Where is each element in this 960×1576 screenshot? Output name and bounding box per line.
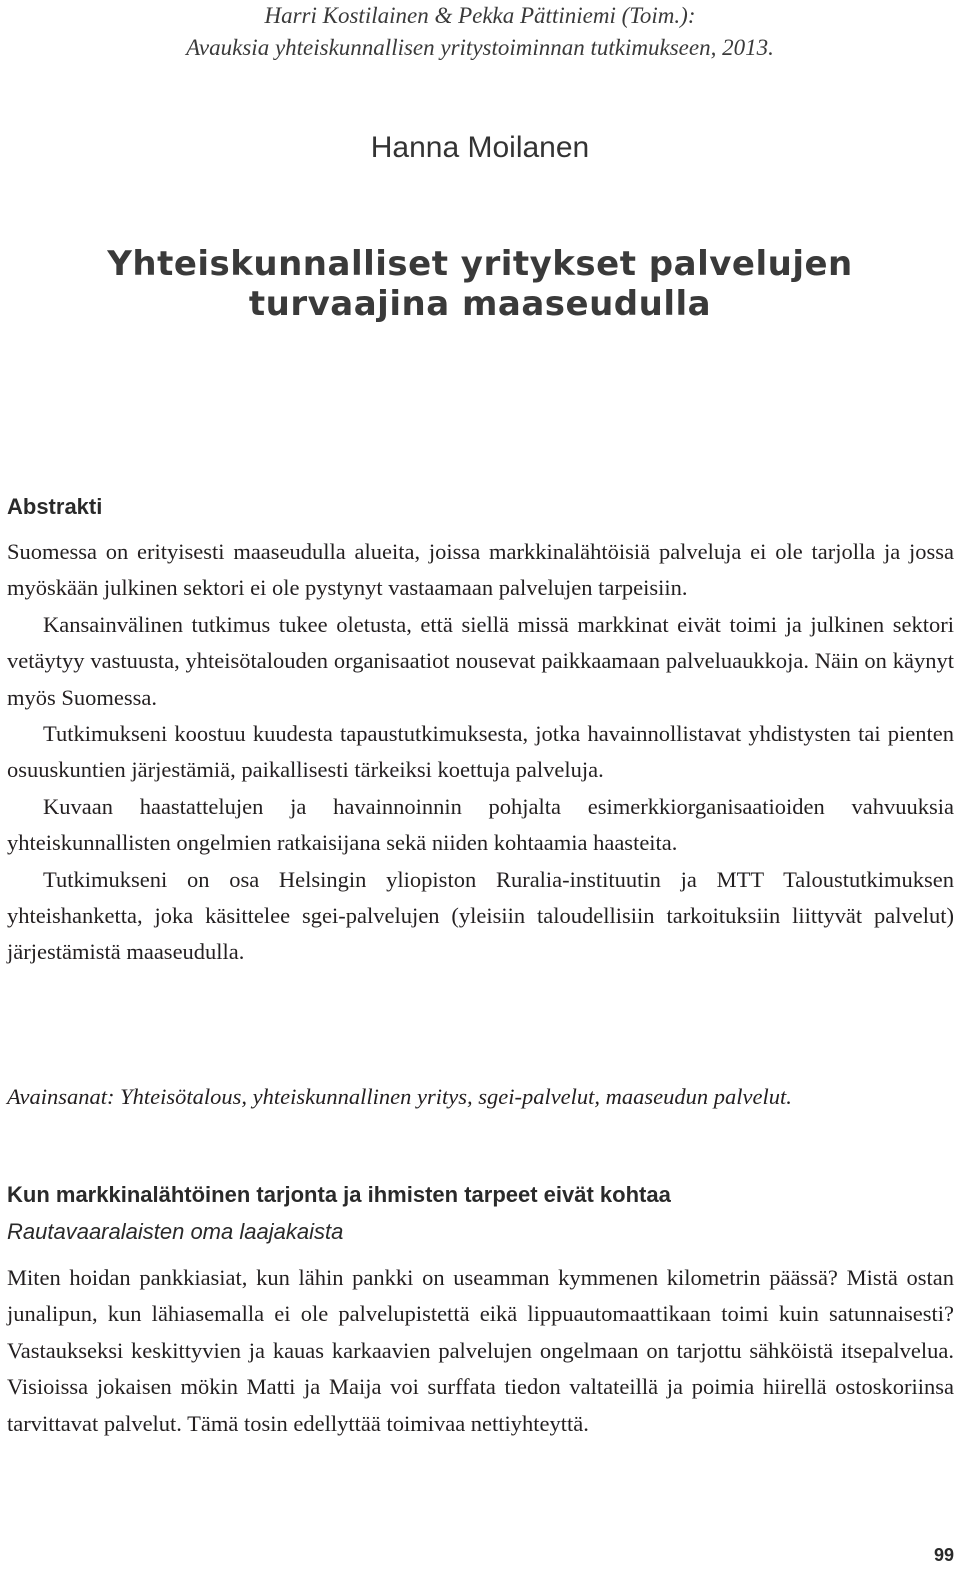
keywords: Avainsanat: Yhteisötalous, yhteiskunnallinen yritys, sgei-palvelut, maaseudun palvelut. — [7, 1084, 792, 1109]
section-paragraph: Miten hoidan pankkiasiat, kun lähin pankki on useamman kymmenen kilometrin päässä? Mistä ostan junalipun, kun lähiasemalla ei ole palvelupistettä eikä lippuautomaattikaan toimi kuin satunnaisesti? Vastaukseksi keskittyvien ja kauas karkaavien palvelujen ongelmaan on tarjottu sähköistä itsepalvelua. Visioissa jokaisen mökin Matti ja Maija voi surffata tiedon valtateillä ja poimia hiirellä ostoskoriinsa tarvittavat palvelut. Tämä tosin edellyttää toimivaa nettiyhteyttä. — [7, 1265, 954, 1436]
abstract-heading: Abstrakti — [7, 494, 103, 519]
abstract-paragraph: Tutkimukseni on osa Helsingin yliopiston Ruralia-instituutin ja MTT Taloustutkimuksen yhteishanketta, joka käsittelee sgei-palvelujen (yleisiin taloudellisiin tarkoituksiin liittyvät palvelut) järjestämistä maaseudulla. — [7, 866, 954, 965]
section-body — [7, 1260, 954, 1442]
section-subheading: Rautavaaralaisten oma laajakaista — [7, 1219, 344, 1244]
abstract-paragraph: Kuvaan haastattelujen ja havainnoinnin pohjalta esimerkkiorganisaatioiden vahvuuksia yhteiskunnallisten ongelmien ratkaisijana sekä niiden kohtaamia haasteita. — [7, 793, 954, 856]
article-title — [0, 244, 960, 324]
abstract-paragraph: Tutkimukseni koostuu kuudesta tapaustutkimuksesta, jotka havainnollistavat yhdistysten tai pienten osuuskuntien järjestämiä, paikallisesti tärkeiksi koettuja palveluja. — [7, 721, 954, 783]
page-number: 99 — [933, 1545, 954, 1565]
running-head — [0, 0, 960, 64]
author-name: Hanna Moilanen — [370, 131, 590, 164]
article-title-line-1: Yhteiskunnalliset yritykset palvelujen — [107, 244, 853, 284]
running-head-line-2: Avauksia yhteiskunnallisen yritystoiminnan tutkimukseen, 2013. — [186, 35, 774, 60]
section-heading: Kun markkinalähtöinen tarjonta ja ihmisten tarpeet eivät kohtaa — [7, 1182, 671, 1207]
article-title-line-2: turvaajina maaseudulla — [248, 284, 712, 324]
abstract-body — [7, 534, 954, 971]
running-head-line-1: Harri Kostilainen & Pekka Pättiniemi (Toim.): — [264, 3, 696, 28]
abstract-paragraph: Kansainvälinen tutkimus tukee oletusta, että siellä missä markkinat eivät toimi ja julkinen sektori vetäytyy vastuusta, yhteisötalouden organisaatiot nousevat paikkaamaan palveluaukkoja. Näin on käynyt myös Suomessa. — [7, 611, 954, 710]
abstract-paragraph: Suomessa on erityisesti maaseudulla alueita, joissa markkinalähtöisiä palveluja ei ole tarjolla ja jossa myöskään julkinen sektori ei ole pystynyt vastaamaan palvelujen tarpeisiin. — [7, 539, 954, 601]
